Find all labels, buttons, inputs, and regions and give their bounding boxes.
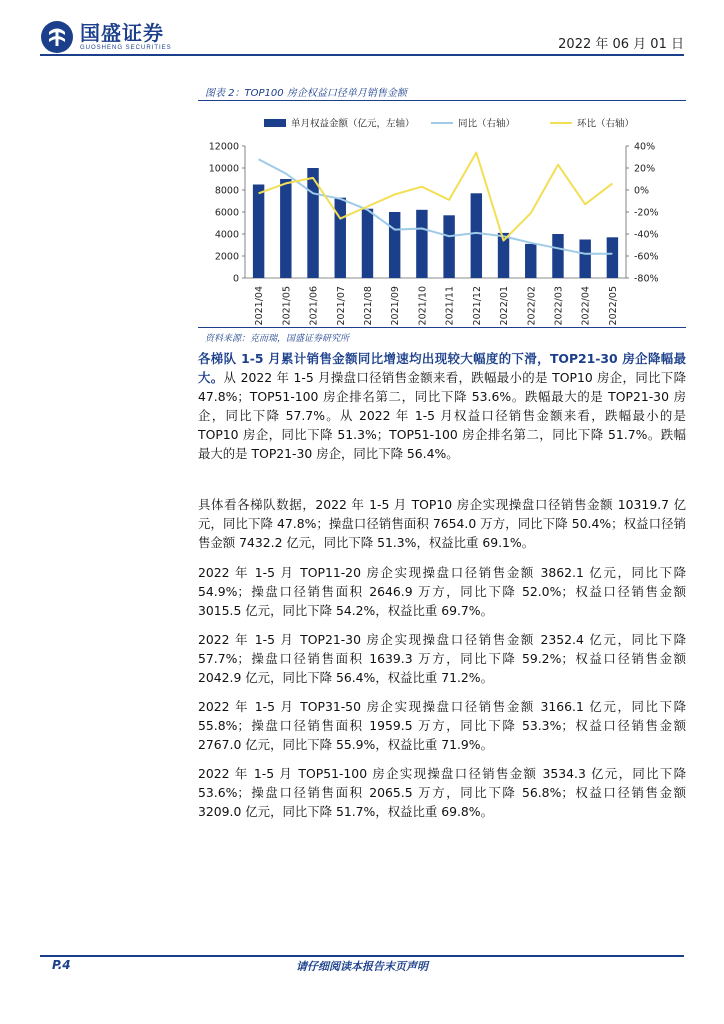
bar-2021-09 bbox=[389, 212, 400, 278]
bar-2021-07 bbox=[335, 198, 346, 278]
header-divider bbox=[40, 54, 684, 56]
figure-bottom-rule bbox=[198, 327, 686, 328]
legend-label-bar: 单月权益金额（亿元，左轴） bbox=[291, 118, 415, 130]
legend-label-mom: 环比（右轴） bbox=[577, 118, 635, 130]
paragraph-5-text: 2022 年 1-5 月 TOP31-50 房企实现操盘口径销售金额 3166.1 亿元，同比下降 55.8%；操盘口径销售面积 1959.5 万方，同比下降 53.3%；权益口径销售金额 2767.0 亿元，同比下降 55.9%，权益比重 71.9%。 bbox=[198, 699, 686, 752]
y-left-tick-label: 8000 bbox=[214, 185, 239, 197]
x-tick-label: 2022/01 bbox=[499, 285, 510, 326]
y-left-tick-label: 2000 bbox=[214, 251, 239, 263]
paragraph-2-text: 具体看各梯队数据，2022 年 1-5 月 TOP10 房企实现操盘口径销售金额 10319.7 亿元，同比下降 47.8%；操盘口径销售面积 7654.0 万方，同比下降 50.4%；权益口径销售金额 7432.2 亿元，同比下降 51.3%，权益比重 69.1%。 bbox=[198, 497, 686, 550]
page-number: P.4 bbox=[52, 958, 71, 972]
legend-label-yoy: 同比（右轴） bbox=[458, 118, 516, 130]
bar-2021-08 bbox=[362, 209, 373, 278]
footer-disclaimer: 请仔细阅读本报告末页声明 bbox=[296, 960, 428, 973]
y-left-tick-label: 12000 bbox=[208, 141, 239, 153]
paragraph-5 bbox=[198, 697, 686, 754]
figure-source: 资料来源：克而瑞，国盛证券研究所 bbox=[205, 334, 350, 344]
y-right-tick-label: -80% bbox=[634, 273, 659, 285]
figure-top-rule bbox=[198, 100, 686, 101]
x-tick-label: 2021/08 bbox=[363, 286, 374, 326]
paragraph-1-text: 从 2022 年 1-5 月操盘口径销售金额来看，跌幅最小的是 TOP10 房企，同比下降 47.8%；TOP51-100 房企排名第二，同比下降 53.6%。跌幅最大的是 TOP21-30 房企，同比下降 57.7%。从 2022 年 1-5 月权益口径销售金额来看，跌幅最小的是 TOP10 房企，同比下降 51.3%；TOP51-100 房企排名第二，同比下降 51.7%。跌幅最大的是 TOP21-30 房企，同比下降 56.4%。 bbox=[198, 370, 686, 461]
bar-2021-10 bbox=[416, 210, 427, 278]
paragraph-4-text: 2022 年 1-5 月 TOP21-30 房企实现操盘口径销售金额 2352.4 亿元，同比下降 57.7%；操盘口径销售面积 1639.3 万方，同比下降 59.2%；权益口径销售金额 2042.9 亿元，同比下降 56.4%，权益比重 71.2%。 bbox=[198, 632, 686, 685]
paragraph-6 bbox=[198, 764, 686, 821]
page-header bbox=[0, 0, 724, 60]
y-right-tick-label: 0% bbox=[634, 185, 650, 197]
legend-swatch-bar bbox=[264, 119, 286, 127]
bar-2021-11 bbox=[443, 215, 454, 278]
y-left-tick-label: 0 bbox=[232, 273, 239, 285]
paragraph-6-text: 2022 年 1-5 月 TOP51-100 房企实现操盘口径销售金额 3534.3 亿元，同比下降 53.6%；操盘口径销售面积 2065.5 万方，同比下降 56.8%；权益口径销售金额 3209.0 亿元，同比下降 51.7%，权益比重 69.8%。 bbox=[198, 766, 686, 819]
chart-svg bbox=[198, 104, 686, 326]
x-tick-label: 2021/09 bbox=[390, 286, 402, 326]
company-logo bbox=[40, 20, 172, 54]
y-left-tick-label: 4000 bbox=[214, 229, 239, 241]
paragraph-4 bbox=[198, 630, 686, 687]
x-tick-label: 2021/11 bbox=[444, 285, 456, 326]
y-left-tick-label: 6000 bbox=[214, 207, 239, 219]
bar-2021-12 bbox=[471, 193, 482, 278]
x-tick-label: 2022/02 bbox=[526, 286, 538, 326]
footer-divider bbox=[40, 955, 684, 957]
bar-2021-04 bbox=[253, 185, 264, 279]
x-tick-label: 2021/10 bbox=[417, 286, 429, 326]
x-tick-label: 2021/06 bbox=[308, 285, 320, 326]
x-tick-label: 2022/04 bbox=[580, 286, 592, 326]
y-right-tick-label: -60% bbox=[634, 251, 659, 263]
x-tick-label: 2021/04 bbox=[254, 285, 266, 326]
logo-chinese-text: 国盛证券 bbox=[80, 21, 164, 45]
y-right-tick-label: 20% bbox=[634, 163, 656, 175]
x-tick-label: 2022/05 bbox=[607, 286, 619, 326]
y-right-tick-label: 40% bbox=[634, 141, 656, 153]
paragraph-1-lead: 各梯队 1-5 月累计销售金额同比增速均出现较大幅度的下滑，TOP21-30 房企降幅最大。 bbox=[198, 351, 686, 385]
x-tick-label: 2021/12 bbox=[471, 285, 483, 326]
logo-english-text: GUOSHENG SECURITIES bbox=[80, 45, 172, 51]
x-tick-label: 2022/03 bbox=[553, 286, 565, 326]
bar-2022-05 bbox=[607, 237, 618, 278]
paragraph-3-text: 2022 年 1-5 月 TOP11-20 房企实现操盘口径销售金额 3862.1 亿元，同比下降 54.9%；操盘口径销售面积 2646.9 万方，同比下降 52.0%；权益口径销售金额 3015.5 亿元，同比下降 54.2%，权益比重 69.7%。 bbox=[198, 565, 686, 618]
x-tick-label: 2021/07 bbox=[335, 286, 347, 326]
paragraph-1 bbox=[198, 349, 686, 463]
y-right-tick-label: -20% bbox=[634, 207, 659, 219]
bar-2022-02 bbox=[525, 244, 536, 278]
y-left-tick-label: 10000 bbox=[208, 163, 239, 175]
y-right-tick-label: -40% bbox=[634, 229, 659, 241]
sales-chart bbox=[198, 104, 686, 326]
paragraph-3 bbox=[198, 563, 686, 620]
bar-2022-03 bbox=[552, 234, 563, 278]
figure-title: 图表 2：TOP100 房企权益口径单月销售金额 bbox=[205, 88, 407, 99]
report-date: 2022 年 06 月 01 日 bbox=[558, 37, 684, 52]
bar-2021-05 bbox=[280, 179, 291, 278]
paragraph-2 bbox=[198, 495, 686, 552]
x-tick-label: 2021/05 bbox=[281, 285, 293, 326]
bar-2022-04 bbox=[579, 240, 590, 279]
logo-icon bbox=[40, 20, 74, 54]
